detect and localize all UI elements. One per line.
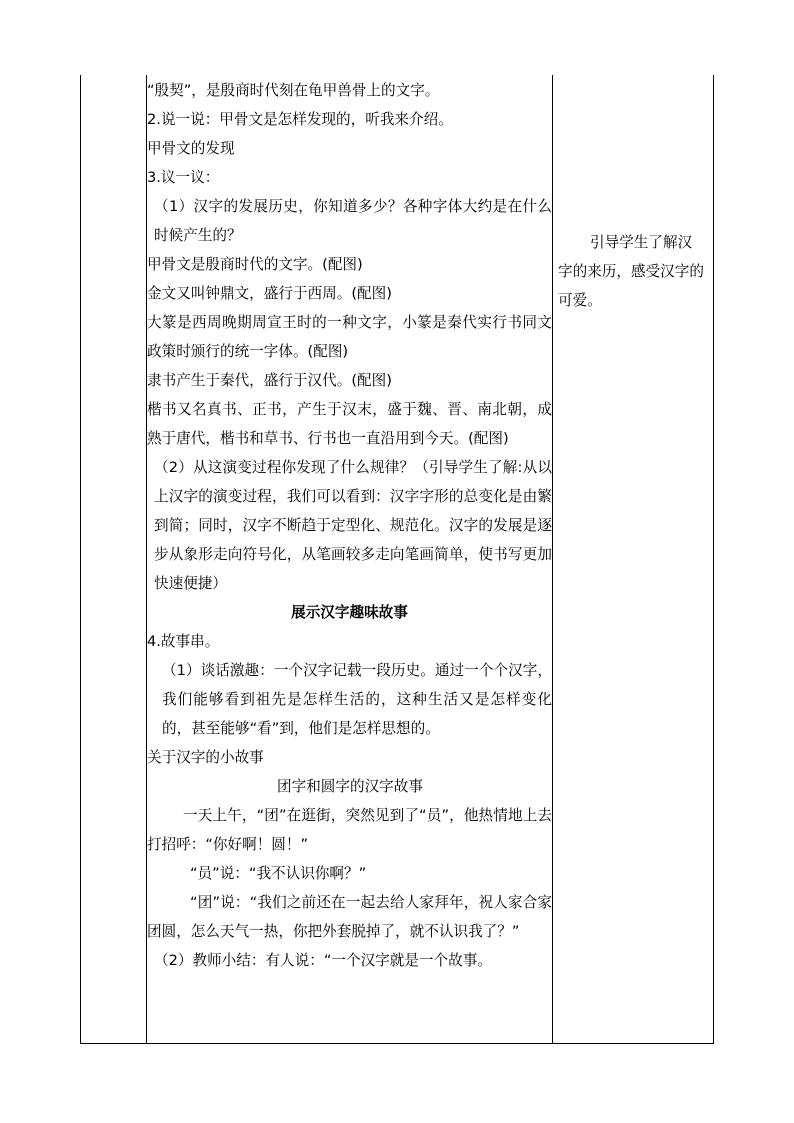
text-line: “员”说：“我不认识你啊？” [190,865,367,882]
text-line: 2.说一说：甲骨文是怎样发现的，听我来介绍。 [147,111,453,128]
text-line: （1）汉字的发展历史，你知道多少？各种字体大约是在什么时候产生的？ [154,198,552,244]
text-line: （2）教师小结：有人说：“一个汉字就是一个故事。 [154,952,492,969]
text-line: 楷书又名真书、正书，产生于汉末，盛于魏、晋、南北朝，成熟于唐代，楷书和草书、行书也一直沿用到今天。(配图) [147,401,552,447]
intent-line: 引导学生了解汉 [590,234,693,251]
text-line: “殷契”，是殷商时代刻在龟甲兽骨上的文字。 [147,82,440,99]
table-border-col2 [552,75,553,1044]
text-line: “团”说：“我们之前还在一起去给人家拜年，祝人家合家团圆，怎么天气一热，你把外套脱掉了，就不认识我了？” [147,894,552,940]
text-line: 4.故事串。 [147,633,220,650]
table-border-left [80,75,81,1044]
table-border-right [713,75,714,1044]
text-line: 一天上午，“团”在逛街，突然见到了“员”，他热情地上去打招呼：“你好啊！圆！” [147,807,552,853]
process-cell [147,76,552,975]
text-line: 3.议一议： [147,169,220,186]
table-border-bottom [80,1043,714,1044]
text-line: 甲骨文的发现 [147,140,235,157]
text-line: 关于汉字的小故事 [147,749,264,766]
intent-line: 可爱。 [558,292,602,309]
section-heading: 展示汉字趣味故事 [291,604,408,621]
text-line: 隶书产生于秦代，盛行于汉代。(配图) [147,372,392,389]
intent-line: 字的来历，感受汉字的 [558,263,704,280]
story-title: 团字和圆字的汉字故事 [277,778,423,795]
text-line: （1）谈话激趣：一个汉字记载一段历史。通过一个个汉字，我们能够看到祖先是怎样生活的，这种生活又是怎样变化的，甚至能够“看”到，他们是怎样思想的。 [162,662,552,737]
intent-cell [558,228,710,315]
text-line: 金文又叫钟鼎文，盛行于西周。(配图) [147,285,392,302]
text-line: 大篆是西周晚期周宣王时的一种文字，小篆是秦代实行书同文政策时颁行的统一字体。(配图) [147,314,552,360]
text-line: 甲骨文是殷商时代的文字。(配图) [147,256,363,273]
text-line: （2）从这演变过程你发现了什么规律？（引导学生了解:从以上汉字的演变过程，我们可以看到：汉字字形的总变化是由繁到简；同时，汉字不断趋于定型化、规范化。汉字的发展是逐步从象形走向符号化，从笔画较多走向笔画简单，使书写更加快速便捷） [154,459,552,592]
